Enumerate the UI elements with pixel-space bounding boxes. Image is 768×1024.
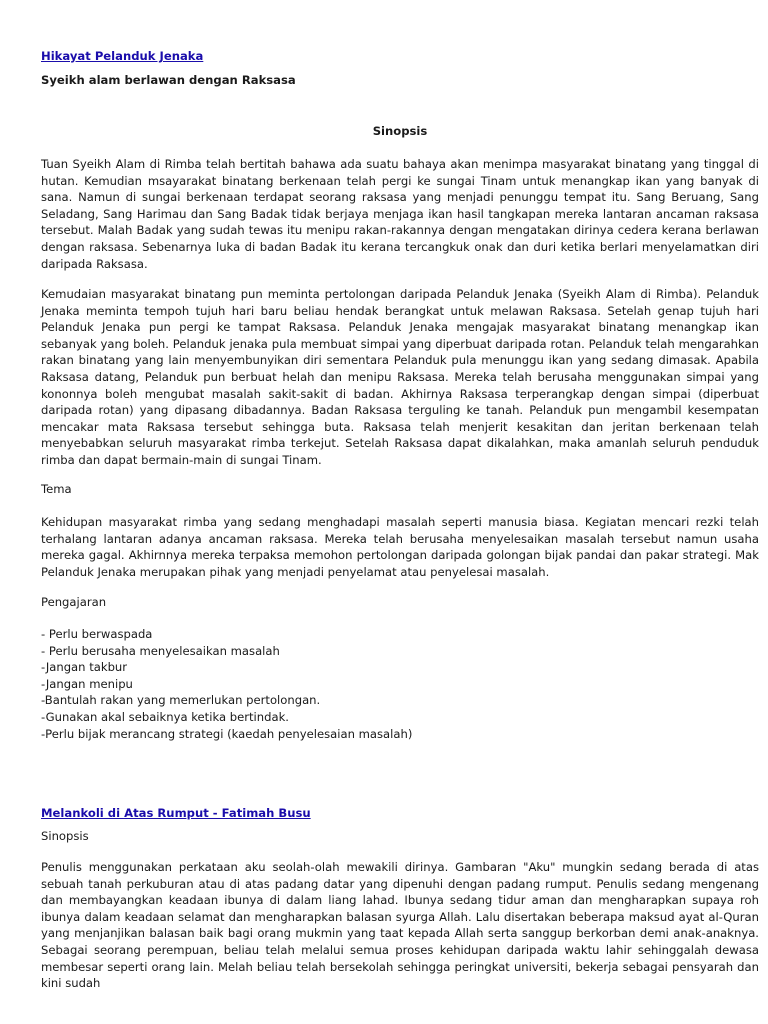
story1-subtitle: Syeikh alam berlawan dengan Raksasa	[41, 73, 296, 87]
story1-tema-text: Kehidupan masyarakat rimba yang sedang menghadapi masalah seperti manusia biasa. Kegiatan mencari rezki telah terhalang lantaran adanya ancaman raksasa. Mereka telah berusaha menyelesaikan masalah tersebut namun usaha mereka gagal. Akhirnnya mereka terpaksa memohon pertolongan daripada golongan bijak pandai dan pakar strategi. Mak Pelanduk Jenaka merupakan pihak yang menjadi penyelamat atau penyelesai masalah.	[41, 515, 759, 579]
story1-sinopsis-paragraph-2: Kemudaian masyarakat binatang pun meminta pertolongan daripada Pelanduk Jenaka (Syeikh Alam di Rimba). Pelanduk Jenaka meminta tempoh tujuh hari baru beliau hendak berangkat untuk melawan Raksasa. Setelah genap tujuh hari Pelanduk Jenaka pun pergi ke tampat Raksasa. Pelanduk Jenaka mengajak masyarakat binatang menangkap ikan sebanyak yang boleh. Pelanduk jenaka pula membuat simpai yang diperbuat daripada rotan. Pelanduk telah mengarahkan rakan binatang yang lain menyembunyikan diri sementara Pelanduk pula menunggu ikan yang sedang dimasak. Apabila Raksasa datang, Pelanduk pun berbuat helah dan menipu Raksasa. Mereka telah berusaha menggunakan simpai yang kononnya boleh mengubat masalah sakit-sakit di badan. Akhirnya Raksasa terperangkap dengan simpai (diperbuat daripada rotan) yang dipasang dibadannya. Badan Raksasa terguling ke tanah. Pelanduk pun mengambil kesempatan mencakar mata Raksasa tersebut sehingga buta. Raksasa telah menjerit kesakitan dan jeritan berkenaan telah menyebabkan seluruh masyarakat rimba terkejut. Setelah Raksasa dapat dikalahkan, maka amanlah seluruh penduduk rimba dan dapat bermain-main di sungai Tinam.	[41, 287, 759, 467]
list-item: -Gunakan akal sebaiknya ketika bertindak.	[41, 709, 289, 724]
list-item: -Jangan menipu	[41, 676, 133, 691]
list-item: - Perlu berusaha menyelesaikan masalah	[41, 643, 280, 658]
list-item: -Perlu bijak merancang strategi (kaedah penyelesaian masalah)	[41, 726, 413, 741]
story1-sinopsis-paragraph-1: Tuan Syeikh Alam di Rimba telah bertitah bahawa ada suatu bahaya akan menimpa masyarakat binatang yang tinggal di hutan. Kemudian msayarakat binatang berkenaan telah pergi ke sungai Tinam untuk menangkap ikan yang banyak di sana. Namun di sungai berkenaan terdapat seorang raksasa yang menjadi penunggu tempat itu. Sang Beruang, Sang Seladang, Sang Harimau dan Sang Badak tidak berjaya menjaga ikan hasil tangkapan mereka lantaran ancaman raksasa tersebut. Malah Badak yang sudah tewas itu menipu rakan-rakannya dengan mengatakan dirinya cedera kerana berlawan dengan raksasa. Sebenarnya luka di badan Badak itu kerana tercangkuk onak dan duri ketika berlari menyelamatkan diri daripada Raksasa.	[41, 157, 759, 271]
story1-pengajaran-heading: Pengajaran	[41, 595, 107, 609]
story1-tema-heading: Tema	[41, 482, 72, 496]
list-item: -Bantulah rakan yang memerlukan pertolongan.	[41, 693, 321, 708]
story2-sinopsis-paragraph-1: Penulis menggunakan perkataan aku seolah-olah mewakili dirinya. Gambaran "Aku" mungkin sedang berada di atas sebuah tanah perkuburan atau di atas padang datar yang dipenuhi dengan padang rumput. Penulis sedang mengenang dan membayangkan keadaan ibunya di dalam liang lahad. Ibunya sedang tidur aman dan mengharapkan supaya roh ibunya dalam keadaan selamat dan mengharapkan balasan syurga Allah. Lalu disertakan beberapa maksud ayat al-Quran yang menjanjikan balasan baik bagi orang mukmin yang taat kepada Allah serta sanggup berkorban demi anak-anaknya. Sebagai seorang perempuan, beliau telah melalui semua proses kehidupan daripada waktu lahir sehinggalah dewasa membesar seperti orang lain. Melah beliau telah bersekolah sehingga peringkat universiti, bekerja sebagai pensyarah dan kini sudah	[41, 860, 759, 991]
story1-title-link[interactable]: Hikayat Pelanduk Jenaka	[41, 49, 204, 63]
list-item: -Jangan takbur	[41, 660, 128, 675]
story2-sinopsis-heading: Sinopsis	[41, 829, 89, 843]
story2-title-link[interactable]: Melankoli di Atas Rumput - Fatimah Busu	[41, 806, 311, 820]
list-item: - Perlu berwaspada	[41, 627, 153, 641]
story1-pengajaran-list	[41, 626, 412, 742]
story1-sinopsis-heading: Sinopsis	[372, 124, 428, 138]
